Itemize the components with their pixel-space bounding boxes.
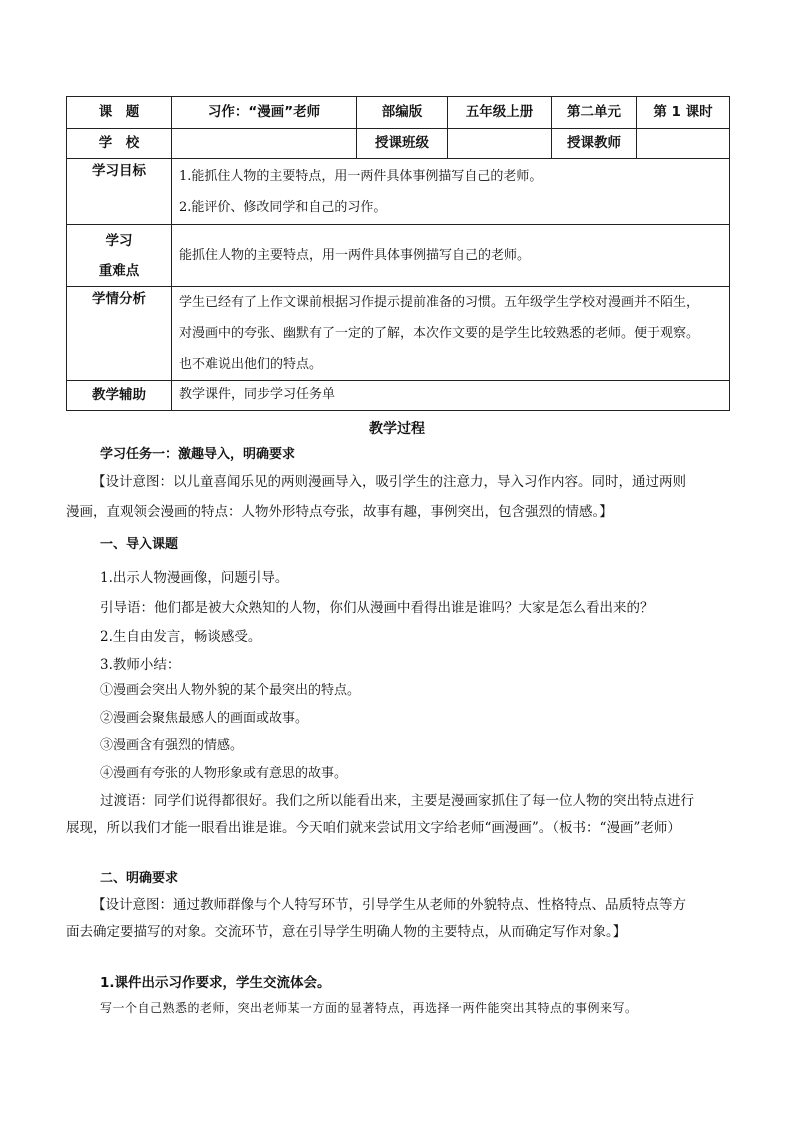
design2-line1: 【设计意图：通过教师群像与个人特写环节，引导学生从老师的外貌特点、性格特点、品质特点等方 (92, 897, 686, 913)
step1: 1.出示人物漫画像，问题引导。 (100, 570, 289, 586)
aids-content: 教学课件，同步学习任务单 (172, 381, 730, 411)
analysis-content (172, 287, 730, 381)
goal-item: 1.能抓住人物的主要特点，用一两件具体事例描写自己的老师。 (179, 168, 543, 184)
summary-point: ④漫画有夸张的人物形象或有意思的故事。 (100, 766, 348, 781)
summary-point: ①漫画会突出人物外貌的某个最突出的特点。 (100, 683, 361, 698)
table-row (67, 129, 730, 159)
edition: 部编版 (357, 97, 448, 129)
goal-item: 2.能评价、修改同学和自己的习作。 (179, 199, 387, 215)
table-row (67, 287, 730, 381)
class-value (448, 129, 552, 159)
unit: 第二单元 (552, 97, 637, 129)
key-points-label-line2: 重难点 (98, 262, 140, 279)
step4-heading: 1.课件出示习作要求，学生交流体会。 (100, 975, 331, 991)
design1-line2: 漫画，直观领会漫画的特点：人物外形特点夸张，故事有趣，事例突出，包含强烈的情感。】 (66, 504, 613, 520)
requirement-text: 写一个自己熟悉的老师，突出老师某一方面的显著特点，再选择一两件能突出其特点的事例来写。 (100, 1001, 638, 1015)
step3: 3.教师小结： (100, 657, 181, 673)
step2: 2.生自由发言，畅谈感受。 (100, 629, 262, 645)
guide-text: 引导语：他们都是被大众熟知的人物，你们从漫画中看得出谁是谁吗？大家是怎么看出来的？ (100, 600, 654, 616)
process-title: 教学过程 (369, 421, 425, 437)
key-points-content (172, 225, 730, 287)
lesson-title: 习作：“漫画”老师 (172, 97, 357, 129)
analysis-line: 也不难说出他们的特点。 (179, 357, 323, 372)
aids-label: 教学辅助 (67, 381, 172, 411)
analysis-label: 学情分析 (67, 287, 172, 381)
section1-heading: 一、导入课题 (100, 537, 179, 552)
table-row (67, 381, 730, 411)
summary-point: ③漫画含有强烈的情感。 (100, 738, 244, 753)
goals-label: 学习目标 (67, 159, 172, 225)
grade: 五年级上册 (448, 97, 552, 129)
key-points-label (67, 225, 172, 287)
transition-line1: 过渡语：同学们说得都很好。我们之所以能看出来，主要是漫画家抓住了每一位人物的突出特点进行 (100, 793, 694, 809)
summary-point: ②漫画会聚焦最感人的画面或故事。 (100, 711, 309, 726)
school-label: 学 校 (67, 129, 172, 159)
design2-line2: 面去确定要描写的对象。交流环节，意在引导学生明确人物的主要特点，从而确定写作对象。】 (66, 924, 627, 940)
key-points-label-line1: 学习 (105, 232, 133, 249)
class-label: 授课班级 (357, 129, 448, 159)
transition-line2: 展现，所以我们才能一眼看出谁是谁。今天咱们就来尝试用文字给老师“画漫画”。（板书：“漫画”老师） (66, 820, 681, 836)
goals-content (172, 159, 730, 225)
period: 第 1 课时 (637, 97, 730, 129)
teacher-value (637, 129, 730, 159)
table-row (67, 97, 730, 129)
school-value (172, 129, 357, 159)
analysis-line: 学生已经有了上作文课前根据习作提示提前准备的习惯。五年级学生学校对漫画并不陌生， (179, 295, 700, 310)
table-row (67, 225, 730, 287)
teacher-label: 授课教师 (552, 129, 637, 159)
analysis-line: 对漫画中的夸张、幽默有了一定的了解，本次作文要的是学生比较熟悉的老师。便于观察。 (179, 326, 700, 341)
key-points-text: 能抓住人物的主要特点，用一两件具体事例描写自己的老师。 (179, 248, 531, 263)
design1-line1: 【设计意图：以儿童喜闻乐见的两则漫画导入，吸引学生的注意力，导入习作内容。同时，通过两则 (92, 474, 686, 490)
table-row (67, 159, 730, 225)
subject-label: 课 题 (67, 97, 172, 129)
task1-heading: 学习任务一：激趣导入，明确要求 (100, 447, 296, 462)
lesson-info-table (66, 96, 730, 411)
section2-heading: 二、明确要求 (100, 871, 179, 886)
